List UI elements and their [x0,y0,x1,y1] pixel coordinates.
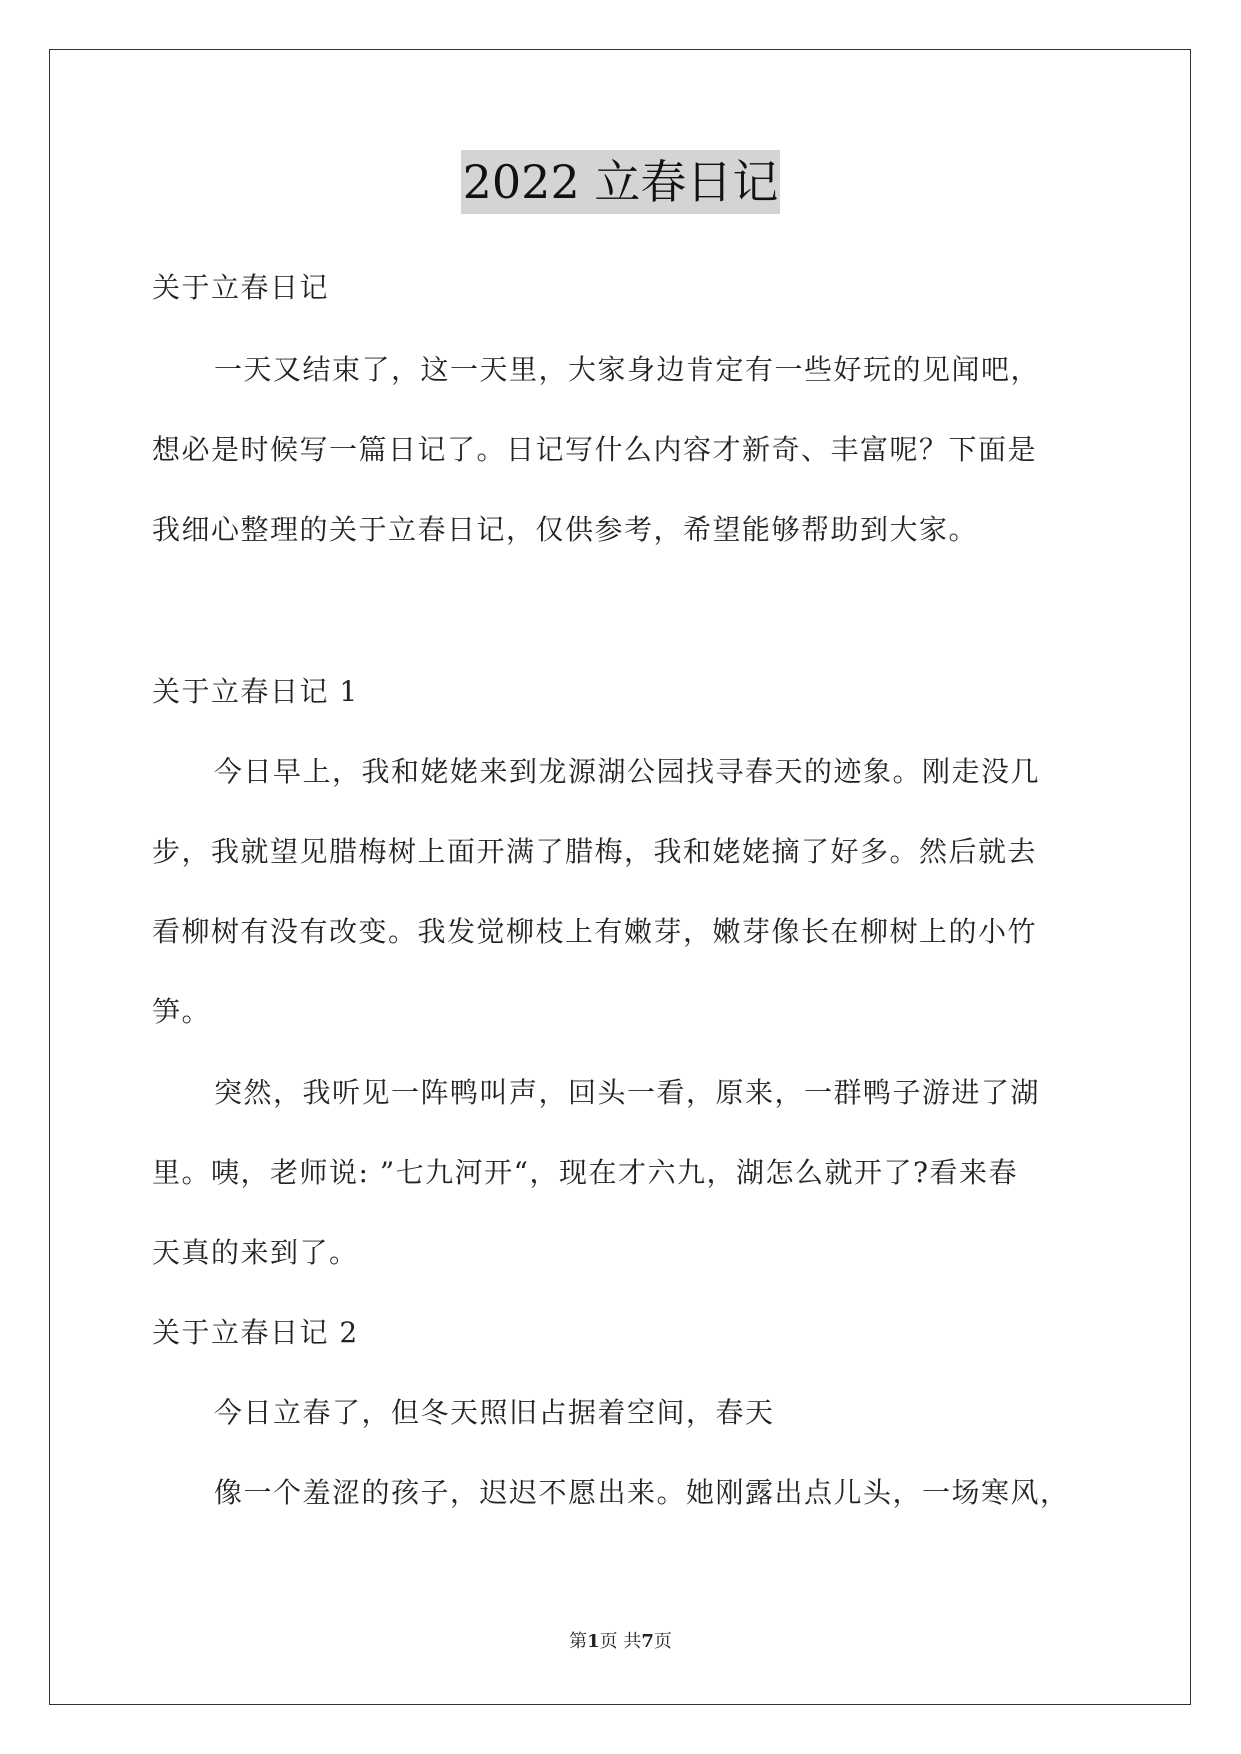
title-container [0,150,1241,214]
paragraph-line: 想必是时候写一篇日记了。日记写什么内容才新奇、丰富呢？下面是 [152,433,1038,466]
intro-heading: 关于立春日记 [152,271,330,304]
paragraph-line: 步，我就望见腊梅树上面开满了腊梅，我和姥姥摘了好多。然后就去 [152,835,1038,868]
section-heading-2: 关于立春日记 2 [152,1316,359,1349]
page-footer [0,1630,1241,1654]
paragraph-line: 今日立春了，但冬天照旧占据着空间，春天 [214,1396,775,1429]
paragraph-line: 一天又结束了，这一天里，大家身边肯定有一些好玩的见闻吧， [214,353,1041,386]
paragraph-line: 笋。 [152,995,212,1028]
page-current: 1 [587,1631,600,1652]
paragraph-line: 天真的来到了。 [152,1236,359,1269]
paragraph-line: 看柳树有没有改变。我发觉柳枝上有嫩芽，嫩芽像长在柳树上的小竹 [152,915,1038,948]
page-prefix: 第 [569,1631,588,1652]
paragraph-line: 突然，我听见一阵鸭叫声，回头一看，原来，一群鸭子游进了湖 [214,1076,1041,1109]
section-heading-1: 关于立春日记 1 [152,675,359,708]
page-total: 7 [641,1631,654,1652]
document-title: 2022 立春日记 [461,150,781,214]
page-mid: 页 共 [599,1631,642,1652]
page-suffix: 页 [653,1631,672,1652]
paragraph-line: 里。咦，老师说: ”七九河开“，现在才六九，湖怎么就开了?看来春 [152,1156,1018,1189]
paragraph-line: 像一个羞涩的孩子，迟迟不愿出来。她刚露出点儿头，一场寒风， [214,1476,1070,1509]
paragraph-line: 我细心整理的关于立春日记，仅供参考，希望能够帮助到大家。 [152,513,979,546]
paragraph-line: 今日早上，我和姥姥来到龙源湖公园找寻春天的迹象。刚走没几 [214,755,1041,788]
